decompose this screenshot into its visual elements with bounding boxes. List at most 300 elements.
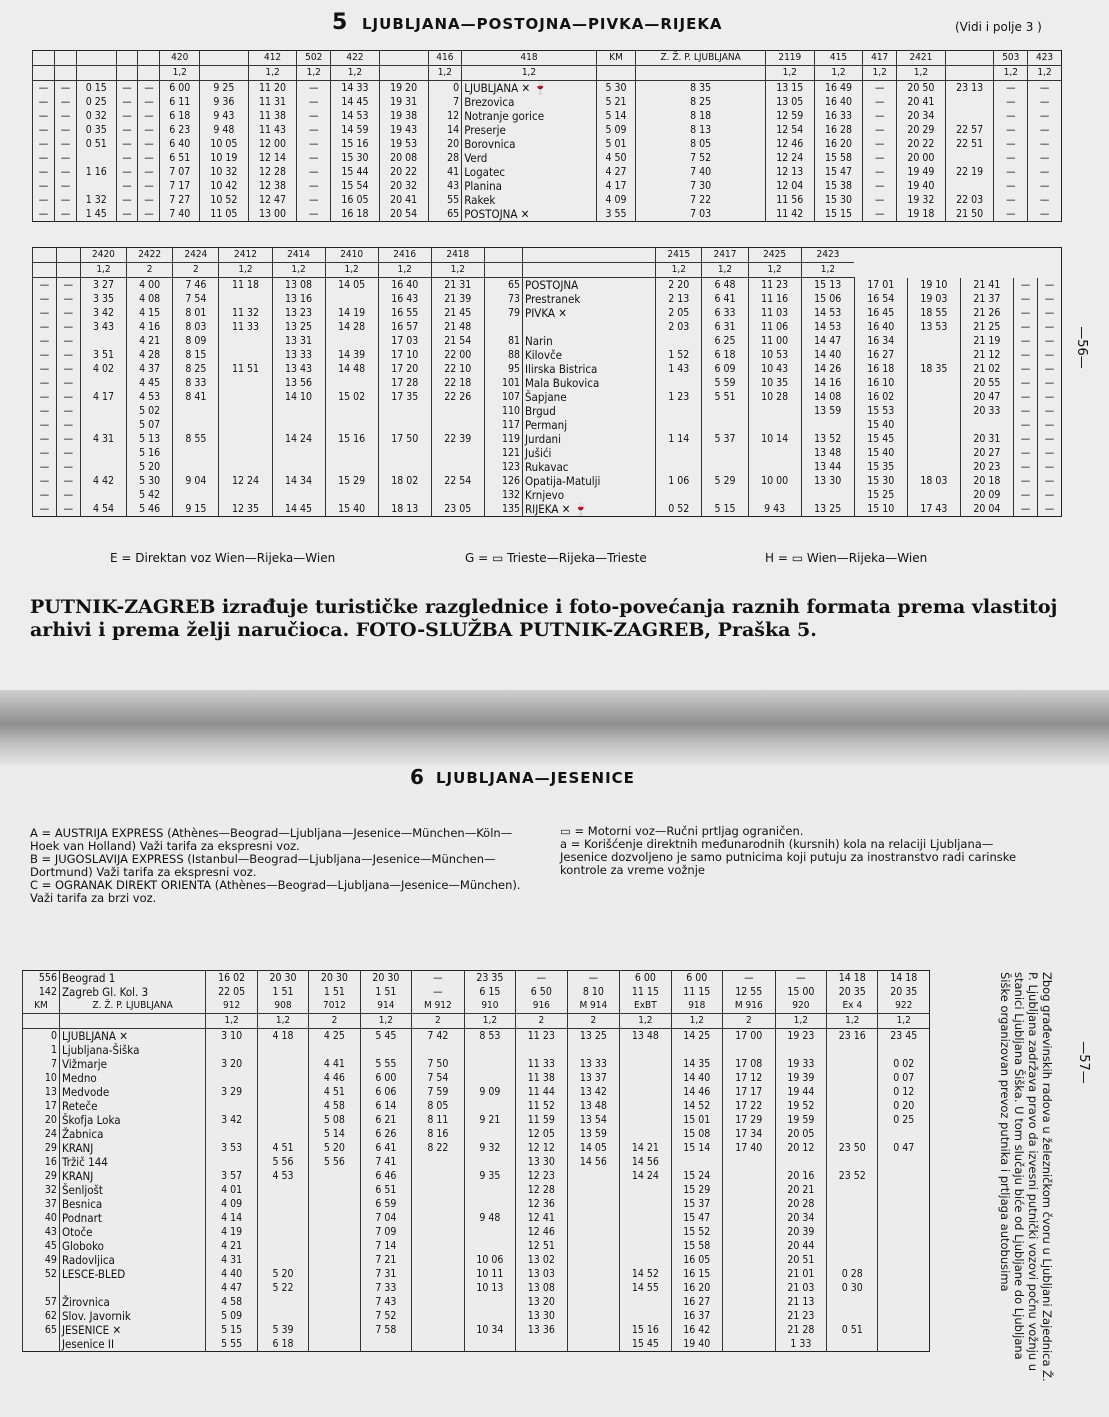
time-cell [206,1155,257,1169]
train-number: 2418 [431,248,484,263]
time-cell [219,292,272,306]
km-cell: 65 [484,278,522,293]
time-cell: 14 56 [620,1155,671,1169]
table-row [33,292,1062,306]
train-number: 910 [464,999,515,1014]
station-name: Rukavac [522,460,655,474]
time-cell: 6 09 [702,362,748,376]
time-cell: 4 37 [127,362,173,376]
station-name: RIJEKA ✕ 🍷 [522,502,655,517]
time-cell: 15 40 [325,502,378,517]
km-cell: 110 [484,404,522,418]
table-row [23,1281,930,1295]
time-cell: 15 00 [775,985,826,999]
km-cell: 88 [484,348,522,362]
time-cell: 20 30 [360,971,411,986]
time-cell [801,488,854,502]
train-number: 2416 [378,248,431,263]
train-number: 2415 [656,248,702,263]
time-cell: 8 53 [464,1029,515,1044]
dash-cell: — [994,179,1028,193]
time-cell: 22 19 [945,165,994,179]
class-cell: 1,2 [378,263,431,278]
time-cell: 15 15 [814,207,863,222]
table-row [33,432,1062,446]
time-cell: 13 30 [516,1155,567,1169]
time-cell: 20 31 [960,432,1013,446]
dash-cell: — [54,207,76,222]
time-cell: 6 51 [160,151,200,165]
time-cell: 4 46 [309,1071,360,1085]
dash-cell: — [33,348,57,362]
time-cell: 3 51 [80,348,126,362]
station-name: Mala Bukovica [522,376,655,390]
train-number: M 912 [412,999,465,1014]
dash-cell: — [33,460,57,474]
time-cell [412,1281,465,1295]
time-cell: 13 33 [272,348,325,362]
time-cell [620,1183,671,1197]
station-name: Ilirska Bistrica [522,362,655,376]
train-number: 2424 [173,248,219,263]
time-cell: 8 41 [173,390,219,404]
class-cell [522,263,655,278]
time-cell: 6 14 [360,1099,411,1113]
time-cell [620,1043,671,1057]
time-cell: 12 46 [516,1225,567,1239]
dash-cell: — [297,137,331,151]
time-cell [464,1239,515,1253]
time-cell: 12 54 [765,123,814,137]
time-cell: 11 15 [671,985,722,999]
time-cell: 13 02 [516,1253,567,1267]
dash-cell: — [1028,123,1062,137]
time-cell: 3 20 [206,1057,257,1071]
time-cell [309,1281,360,1295]
class-cell: 1,2 [160,66,200,81]
station-name: Permanj [522,418,655,432]
time-cell: 5 55 [206,1337,257,1352]
time-cell: 16 57 [378,320,431,334]
train-number [522,248,655,263]
time-cell: 11 59 [516,1113,567,1127]
time-cell: 12 24 [765,151,814,165]
km-cell: 132 [484,488,522,502]
time-cell: 14 48 [325,362,378,376]
time-cell: 15 06 [801,292,854,306]
time-cell [412,1183,465,1197]
time-cell: 13 05 [765,95,814,109]
time-cell: 2 20 [656,278,702,293]
dash-cell: — [297,151,331,165]
time-cell [907,390,960,404]
time-cell: 19 49 [897,165,946,179]
km-header: KM [23,999,60,1014]
dash-cell: — [138,207,160,222]
time-cell: 21 13 [775,1295,826,1309]
time-cell: — [412,971,465,986]
time-cell: 4 53 [127,390,173,404]
station-name: Preserje [462,123,597,137]
time-cell: 19 52 [775,1099,826,1113]
time-cell [257,1099,308,1113]
page-57 [0,765,1109,1417]
dash-cell: — [33,418,57,432]
time-cell [206,1043,257,1057]
dash-cell: — [56,362,80,376]
km-cell [23,1337,60,1352]
class-cell: 1,2 [360,1014,411,1029]
time-cell: 18 02 [378,474,431,488]
time-cell: 13 30 [801,474,854,488]
time-cell: 14 47 [801,334,854,348]
time-cell: 3 43 [80,320,126,334]
time-cell [464,1197,515,1211]
time-cell: 21 01 [775,1267,826,1281]
train-number: 2421 [897,51,946,66]
dash-cell: — [1037,292,1061,306]
time-cell: 11 33 [516,1057,567,1071]
time-cell [723,1267,776,1281]
time-cell: 10 11 [464,1267,515,1281]
time-cell: 11 15 [620,985,671,999]
class-cell: 1,2 [801,263,854,278]
time-cell: 13 48 [620,1029,671,1044]
time-cell: 4 41 [309,1057,360,1071]
time-cell [748,404,801,418]
dash-cell: — [56,390,80,404]
time-cell: 20 27 [960,446,1013,460]
legend-g: G = ▭ Trieste—Rijeka—Trieste [465,551,647,565]
time-cell [907,488,960,502]
time-cell: 19 59 [775,1113,826,1127]
time-cell: 13 23 [272,306,325,320]
dash-cell: — [1013,320,1037,334]
time-cell: 0 20 [878,1099,930,1113]
dash-cell: — [1037,460,1061,474]
dash-cell: — [56,418,80,432]
station-name: Slov. Javornik [59,1309,205,1323]
time-cell [272,488,325,502]
time-cell: 15 24 [671,1169,722,1183]
time-cell: 4 00 [127,278,173,293]
station-name: KRANJ [59,1169,205,1183]
time-cell: 14 40 [801,348,854,362]
time-cell [378,460,431,474]
note-a: A = AUSTRIJA EXPRESS (Athènes—Beograd—Ljubljana—Jesenice—München—Köln—Hoek van Holland) Važi tarifa za ekspresni voz. [30,826,513,853]
dash-cell: — [33,446,57,460]
time-cell: 22 39 [431,432,484,446]
dash-cell: — [1028,193,1062,207]
km-cell: 16 [23,1155,60,1169]
time-cell [702,488,748,502]
km-cell: 41 [428,165,462,179]
time-cell: 15 30 [331,151,380,165]
time-cell: 4 45 [127,376,173,390]
time-cell: 13 48 [801,446,854,460]
time-cell: 21 28 [775,1323,826,1337]
km-cell: 29 [23,1141,60,1155]
time-cell: 11 56 [765,193,814,207]
time-cell [378,418,431,432]
class-cell: 2 [412,1014,465,1029]
km-cell [23,1281,60,1295]
time-cell [173,418,219,432]
dash-cell: — [138,137,160,151]
time-cell: 6 46 [360,1169,411,1183]
time-cell: — [723,971,776,986]
time-cell [325,460,378,474]
blank-cell [33,51,55,66]
time-cell [219,460,272,474]
time-cell: 14 40 [671,1071,722,1085]
table-row [33,179,1062,193]
time-cell: 13 53 [907,320,960,334]
time-cell: 13 08 [516,1281,567,1295]
dash-cell: — [863,81,897,96]
time-cell: 8 13 [636,123,766,137]
class-cell: 1,2 [297,66,331,81]
station-name: Šenljošt [59,1183,205,1197]
table-6-title: LJUBLJANA—JESENICE [436,769,635,787]
time-cell: 9 48 [464,1211,515,1225]
feeder-table-number: 142 [23,985,60,999]
dash-cell: — [56,292,80,306]
time-cell: 5 14 [596,109,636,123]
time-cell: 5 51 [702,390,748,404]
time-cell: 11 16 [748,292,801,306]
dash-cell: — [1037,348,1061,362]
time-cell: 14 52 [620,1267,671,1281]
time-cell: 17 03 [378,334,431,348]
station-name: Kilovče [522,348,655,362]
time-cell: 8 35 [636,81,766,96]
time-cell [325,446,378,460]
time-cell: 12 51 [516,1239,567,1253]
time-cell: 20 34 [897,109,946,123]
dash-cell: — [297,207,331,222]
time-cell [827,1155,878,1169]
time-cell: 3 53 [206,1141,257,1155]
train-number: ExBT [620,999,671,1014]
time-cell: 14 16 [801,376,854,390]
time-cell: 0 25 [76,95,116,109]
note-motor: ▭ = Motorni voz—Ručni prtljag ograničen. [560,824,804,838]
blank-cell [54,66,76,81]
dash-cell: — [1028,109,1062,123]
time-cell: 6 18 [702,348,748,362]
time-cell: 20 35 [827,985,878,999]
table-row [23,1197,930,1211]
time-cell: 12 28 [516,1183,567,1197]
class-cell: 1,2 [272,263,325,278]
time-cell: 20 04 [960,502,1013,517]
time-cell: 7 04 [360,1211,411,1225]
time-cell: 6 51 [360,1183,411,1197]
time-cell [827,1225,878,1239]
time-cell: 13 30 [516,1309,567,1323]
dash-cell: — [863,137,897,151]
time-cell: 5 20 [257,1267,308,1281]
station-name: Vižmarje [59,1057,205,1071]
time-cell: 16 54 [854,292,907,306]
time-cell: 13 31 [272,334,325,348]
time-cell: 14 24 [620,1169,671,1183]
station-name: LJUBLJANA ✕ [59,1029,205,1044]
time-cell: 16 28 [814,123,863,137]
timetable-6 [22,970,930,1352]
time-cell: 15 25 [854,488,907,502]
time-cell [827,1057,878,1071]
time-cell: 6 33 [702,306,748,320]
time-cell: 4 01 [206,1183,257,1197]
time-cell [464,1337,515,1352]
dash-cell: — [33,404,57,418]
time-cell [257,1183,308,1197]
train-number: 916 [516,999,567,1014]
time-cell: 12 38 [248,179,297,193]
time-cell: 21 03 [775,1281,826,1295]
table-row [33,81,1062,96]
time-cell [878,1183,930,1197]
time-cell [656,376,702,390]
dash-cell: — [1013,488,1037,502]
station-name [59,1281,205,1295]
header-train-numbers [33,51,1062,66]
class-cell: 2 [567,1014,620,1029]
dash-cell: — [33,81,55,96]
time-cell: 19 44 [775,1085,826,1099]
time-cell: 16 27 [854,348,907,362]
time-cell [431,418,484,432]
table-row [23,1169,930,1183]
time-cell: 8 03 [173,320,219,334]
time-cell: 15 29 [325,474,378,488]
time-cell [412,1211,465,1225]
time-cell: 5 22 [257,1281,308,1295]
time-cell [206,1127,257,1141]
time-cell [620,1225,671,1239]
time-cell [620,1113,671,1127]
train-number: 420 [160,51,200,66]
time-cell [431,446,484,460]
time-cell: 20 33 [960,404,1013,418]
time-cell: 5 56 [309,1155,360,1169]
time-cell: 9 32 [464,1141,515,1155]
time-cell: 0 02 [878,1057,930,1071]
time-cell: 5 21 [596,95,636,109]
time-cell: 0 07 [878,1071,930,1085]
class-cell: 1,2 [814,66,863,81]
time-cell [309,1267,360,1281]
time-cell [80,404,126,418]
train-number: 2422 [127,248,173,263]
time-cell: — [412,985,465,999]
time-cell [80,460,126,474]
time-cell: 17 28 [378,376,431,390]
km-cell: 49 [23,1253,60,1267]
table-row [33,137,1062,151]
blank-cell [33,263,57,278]
time-cell: 12 46 [765,137,814,151]
time-cell [219,334,272,348]
time-cell: 22 51 [945,137,994,151]
time-cell [567,1281,620,1295]
time-cell: — [567,971,620,986]
blank-cell [76,66,116,81]
time-cell [827,1127,878,1141]
time-cell: 13 25 [801,502,854,517]
station-name: POSTOJNA ✕ [462,207,597,222]
class-cell [200,66,249,81]
time-cell [272,418,325,432]
time-cell: 4 58 [309,1099,360,1113]
table-row [33,334,1062,348]
time-cell [702,460,748,474]
dash-cell: — [1037,488,1061,502]
time-cell: 1 51 [257,985,308,999]
table-row [33,404,1062,418]
time-cell: 13 25 [567,1029,620,1044]
dash-cell: — [1037,390,1061,404]
time-cell: 7 17 [160,179,200,193]
time-cell: 9 25 [200,81,249,96]
time-cell: 20 30 [257,971,308,986]
time-cell: 15 30 [814,193,863,207]
time-cell [748,460,801,474]
time-cell: 18 03 [907,474,960,488]
table-row [33,320,1062,334]
station-name: KRANJ [59,1141,205,1155]
class-cell [596,66,636,81]
header-train-numbers [33,248,1062,263]
station-name: Jurdani [522,432,655,446]
class-cell: 1,2 [325,263,378,278]
time-cell: 15 37 [671,1197,722,1211]
class-cell: 1,2 [428,66,462,81]
time-cell: 4 51 [309,1085,360,1099]
time-cell: 13 37 [567,1071,620,1085]
dash-cell: — [1013,502,1037,517]
time-cell [656,418,702,432]
time-cell [257,1295,308,1309]
time-cell: 8 11 [412,1113,465,1127]
legend-e: E = Direktan voz Wien—Rijeka—Wien [110,551,336,565]
time-cell: 14 53 [331,109,380,123]
time-cell: 4 09 [596,193,636,207]
time-cell: 15 01 [671,1113,722,1127]
time-cell: 20 28 [775,1197,826,1211]
time-cell: 22 18 [431,376,484,390]
station-name: Globoko [59,1239,205,1253]
dash-cell: — [54,95,76,109]
dash-cell: — [1013,348,1037,362]
time-cell: 4 17 [80,390,126,404]
class-cell: 1,2 [863,66,897,81]
time-cell: 5 39 [257,1323,308,1337]
time-cell [878,1043,930,1057]
dash-cell: — [994,151,1028,165]
time-cell: 15 10 [854,502,907,517]
class-cell: 1,2 [827,1014,878,1029]
time-cell: 1 51 [309,985,360,999]
km-cell: 20 [23,1113,60,1127]
time-cell [878,1253,930,1267]
feeder-row [23,971,930,986]
header-classes [33,263,1062,278]
time-cell: 15 52 [671,1225,722,1239]
train-number: 502 [297,51,331,66]
